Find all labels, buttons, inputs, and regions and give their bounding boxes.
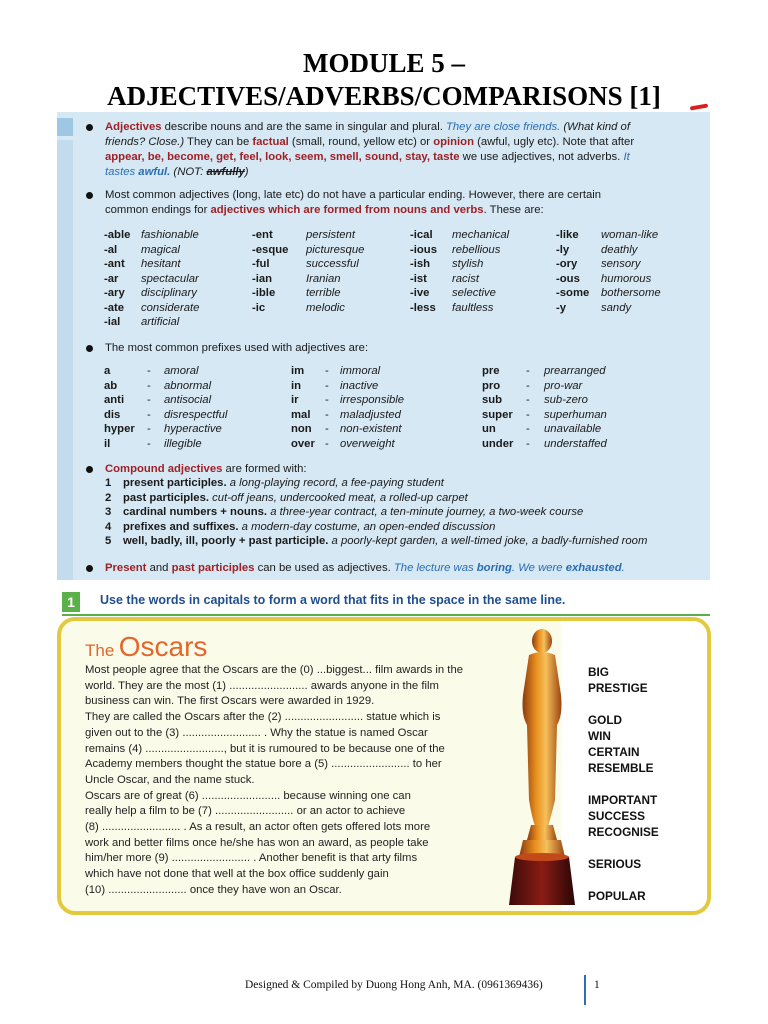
prefix-dash: - [147, 438, 151, 450]
ending-example: fashionable [141, 229, 199, 241]
compound-item [123, 505, 583, 520]
oscars-exercise-card [57, 617, 711, 915]
compound-rule: past participles. [123, 491, 210, 504]
compound-example: a modern-day costume, an open-ended discussion [241, 520, 496, 533]
ending-suffix: -ial [104, 316, 121, 328]
ending-example: sensory [601, 258, 641, 270]
prefix-dash: - [526, 379, 530, 392]
bullet-icon [86, 565, 93, 572]
prefix: ir [291, 394, 299, 407]
ending-example: humorous [601, 272, 652, 285]
passage-line: (10) ......................... once they have won an Oscar. [85, 883, 342, 896]
ending-example: racist [452, 272, 479, 285]
exercise-divider [62, 614, 710, 616]
bullet-icon [86, 192, 93, 199]
ending-example: disciplinary [141, 287, 197, 299]
prefix-dash: - [325, 394, 329, 407]
ending-example: mechanical [452, 229, 510, 241]
compound-number: 3 [105, 506, 112, 519]
compound-rule: prefixes and suffixes. [123, 520, 239, 533]
prefix: anti [104, 394, 125, 407]
ending-suffix: -ic [252, 301, 266, 314]
page-number: 1 [594, 979, 600, 991]
prefix-example: hyperactive [164, 423, 222, 436]
ending-suffix: -y [556, 301, 567, 314]
word-bank-item: IMPORTANT [588, 793, 658, 807]
word-bank-item: POPULAR [588, 889, 646, 903]
compound-rule: well, badly, ill, poorly + past participle. [123, 535, 329, 548]
ending-example: Iranian [306, 272, 341, 285]
theory-p3: The most common prefixes used with adjectives are: [105, 342, 369, 354]
ending-suffix: -ar [104, 272, 119, 285]
prefix-dash: - [325, 365, 329, 377]
prefix: over [291, 438, 315, 450]
prefix: a [104, 365, 111, 377]
theory-p2-line2: common endings for adjectives which are formed from nouns and verbs. These are: [105, 204, 544, 216]
ending-suffix: -ful [252, 258, 270, 270]
theory-p2-line1: Most common adjectives (long, late etc) do not have a particular ending. However, there are certain [105, 189, 602, 201]
ending-example: spectacular [141, 272, 199, 285]
ending-example: melodic [306, 301, 345, 314]
prefix: dis [104, 408, 121, 421]
prefix-dash: - [526, 423, 530, 436]
ending-example: bothersome [601, 287, 661, 299]
page-title-line-2: ADJECTIVES/ADVERBS/COMPARISONS [1] [107, 81, 661, 111]
ending-example: woman-like [601, 229, 659, 241]
prefix-example: understaffed [544, 438, 607, 450]
ending-example: picturesque [306, 243, 365, 256]
ending-suffix: -ate [104, 301, 125, 314]
word-bank-item: BIG [588, 665, 609, 679]
prefix-example: disrespectful [164, 408, 228, 421]
passage-line: Most people agree that the Oscars are the (0) ...biggest... film awards in the [85, 664, 464, 676]
passage-line: Academy members thought the statue bore a (5) ......................... to her [85, 758, 442, 771]
ending-suffix: -ary [104, 287, 125, 299]
prefix: il [104, 438, 111, 450]
compound-number: 1 [105, 477, 112, 489]
passage-line: really help a film to be (7) ......................... or an actor to achieve [85, 805, 406, 818]
ending-example: sandy [601, 301, 632, 314]
ending-suffix: -some [556, 287, 590, 299]
prefix: ab [104, 379, 118, 392]
compound-rule: cardinal numbers + nouns. [123, 506, 268, 519]
prefix-example: non-existent [340, 423, 402, 436]
passage-line: (8) ......................... . As a result, an actor often gets offered lots more [85, 821, 431, 833]
ending-example: faultless [452, 301, 494, 314]
ending-suffix: -ory [556, 258, 578, 270]
compound-example: a three-year contract, a ten-minute journey, a two-week course [270, 506, 584, 519]
prefix: under [482, 438, 514, 450]
passage-line: Uncle Oscar, and the name stuck. [85, 773, 255, 786]
prefix-dash: - [147, 394, 151, 407]
compound-number: 2 [105, 491, 112, 504]
ending-example: magical [141, 243, 180, 256]
ending-suffix: -ish [410, 258, 431, 270]
exercise-instruction: Use the words in capitals to form a word that fits in the space in the same line. [100, 593, 566, 607]
ending-suffix: -al [104, 243, 118, 256]
ending-suffix: -ible [252, 287, 276, 299]
prefix-example: antisocial [164, 394, 212, 407]
prefix-example: overweight [340, 438, 395, 450]
prefix: non [291, 423, 312, 436]
prefix-dash: - [147, 365, 151, 377]
prefix: pre [482, 365, 500, 377]
word-bank-item: CERTAIN [588, 745, 640, 759]
passage-line: him/her more (9) ......................... . Another benefit is that arty films [85, 852, 418, 865]
passage-line: work and better films once he/she has won an award, as people take [85, 836, 429, 849]
theory-p1-line2: friends? Close.) They can be factual (small, round, yellow etc) or opinion (awful, ugly etc). Note that after [105, 136, 635, 148]
prefix-example: immoral [340, 365, 381, 377]
compound-item [123, 491, 468, 506]
ending-example: terrible [306, 287, 341, 299]
prefix-dash: - [325, 379, 329, 392]
theory-p4: Compound adjectives are formed with: [105, 463, 307, 475]
word-bank-item: RECOGNISE [588, 825, 659, 839]
prefix-dash: - [526, 408, 530, 421]
ending-example: hesitant [141, 258, 181, 270]
prefix-dash: - [325, 423, 329, 436]
compound-item [123, 520, 495, 535]
ending-example: considerate [141, 301, 200, 314]
compound-number: 4 [105, 520, 112, 533]
prefix: super [482, 408, 513, 421]
ending-example: artificial [141, 316, 180, 328]
compound-example: a long-playing record, a fee-paying student [229, 477, 444, 489]
compound-number: 5 [105, 535, 112, 548]
oscars-heading: The Oscars [85, 631, 208, 662]
prefix: un [482, 423, 496, 436]
bullet-icon [86, 466, 93, 473]
theory-p1-line4: tastes awful. (NOT: awfully) [105, 166, 249, 178]
prefix-example: maladjusted [340, 408, 401, 421]
prefix-example: inactive [340, 379, 379, 392]
prefix-dash: - [147, 408, 151, 421]
theory-p5: Present and past participles can be used as adjectives. The lecture was boring. We were exhausted. [105, 562, 625, 574]
prefix-example: illegible [164, 438, 202, 450]
ending-suffix: -like [556, 229, 579, 241]
ending-suffix: -ious [410, 243, 437, 256]
footer-credit: Designed & Compiled by Duong Hong Anh, MA. (0961369436) [245, 979, 543, 991]
passage-line: remains (4) ........................., but it is rumoured to be because one of the [85, 742, 445, 755]
prefix-example: abnormal [164, 379, 212, 392]
footer-divider [584, 975, 586, 1005]
prefix-example: irresponsible [340, 394, 405, 407]
panel-side-decoration [57, 140, 73, 580]
ending-example: selective [452, 287, 496, 299]
panel-tab-decoration [57, 118, 73, 136]
ending-suffix: -able [104, 229, 131, 241]
prefix-dash: - [325, 408, 329, 421]
prefix: in [291, 379, 302, 392]
passage-line: business can win. The first Oscars were awarded in 1929. [85, 695, 375, 708]
theory-p1-line1: Adjectives describe nouns and are the same in singular and plural. They are close friends. (What kind of [105, 121, 630, 133]
word-bank-item: PRESTIGE [588, 681, 648, 695]
prefix-dash: - [147, 379, 151, 392]
prefix: pro [482, 379, 501, 392]
bullet-icon [86, 124, 93, 131]
prefix: mal [291, 408, 311, 421]
ending-suffix: -ian [252, 272, 273, 285]
prefix-dash: - [526, 394, 530, 407]
passage-line: They are called the Oscars after the (2) ......................... statue which is [85, 711, 441, 724]
prefix-example: unavailable [544, 423, 602, 436]
word-bank-item: GOLD [588, 713, 623, 727]
compound-rule: present participles. [123, 477, 227, 489]
prefix-example: sub-zero [544, 394, 588, 407]
word-bank-item: SERIOUS [588, 857, 642, 871]
passage-line: Oscars are of great (6) ......................... because winning one can [85, 789, 411, 802]
ending-example: rebellious [452, 243, 501, 256]
compound-example: a poorly-kept garden, a well-timed joke, a badly-furnished room [331, 535, 648, 548]
ending-suffix: -ist [410, 272, 427, 285]
ending-suffix: -ly [556, 243, 570, 256]
word-bank-item: WIN [588, 729, 611, 743]
theory-p1-line3: appear, be, become, get, feel, look, seem, smell, sound, stay, taste we use adjectives, not adverbs. It [105, 151, 630, 163]
ending-example: successful [306, 258, 359, 270]
prefix-dash: - [325, 438, 329, 450]
ending-suffix: -esque [252, 243, 289, 256]
ending-suffix: -ive [410, 287, 430, 299]
prefix-dash: - [526, 365, 530, 377]
exercise-number-badge: 1 [62, 592, 80, 612]
passage-line: given out to the (3) ......................... . Why the statue is named Oscar [85, 726, 428, 739]
prefix-dash: - [526, 438, 530, 450]
prefix-dash: - [147, 423, 151, 436]
prefix-example: amoral [164, 365, 199, 377]
ending-suffix: -ous [556, 272, 580, 285]
passage-line: world. They are the most (1) ......................... awards anyone in the film [85, 679, 439, 692]
ending-suffix: -ant [104, 258, 125, 270]
compound-example: cut-off jeans, undercooked meat, a rolled-up carpet [212, 491, 468, 504]
passage-line: which have not done that well at the box office suddenly gain [85, 868, 389, 881]
ending-suffix: -ical [410, 229, 433, 241]
ending-example: stylish [452, 258, 484, 270]
bullet-icon [86, 345, 93, 352]
ending-suffix: -less [410, 301, 436, 314]
prefix: im [291, 365, 305, 377]
prefix-example: pro-war [544, 379, 583, 392]
prefix-example: superhuman [544, 408, 607, 421]
page-title-line-1: MODULE 5 – [303, 48, 465, 78]
prefix: hyper [104, 423, 135, 436]
ending-example: deathly [601, 243, 638, 256]
oscar-statue-icon [501, 625, 583, 907]
prefix: sub [482, 394, 503, 407]
ending-example: persistent [306, 229, 355, 241]
word-bank-item: RESEMBLE [588, 761, 654, 775]
compound-item [123, 476, 444, 491]
prefix-example: prearranged [544, 365, 606, 377]
word-bank-item: SUCCESS [588, 809, 646, 823]
compound-item [123, 534, 647, 549]
ending-suffix: -ent [252, 229, 273, 241]
